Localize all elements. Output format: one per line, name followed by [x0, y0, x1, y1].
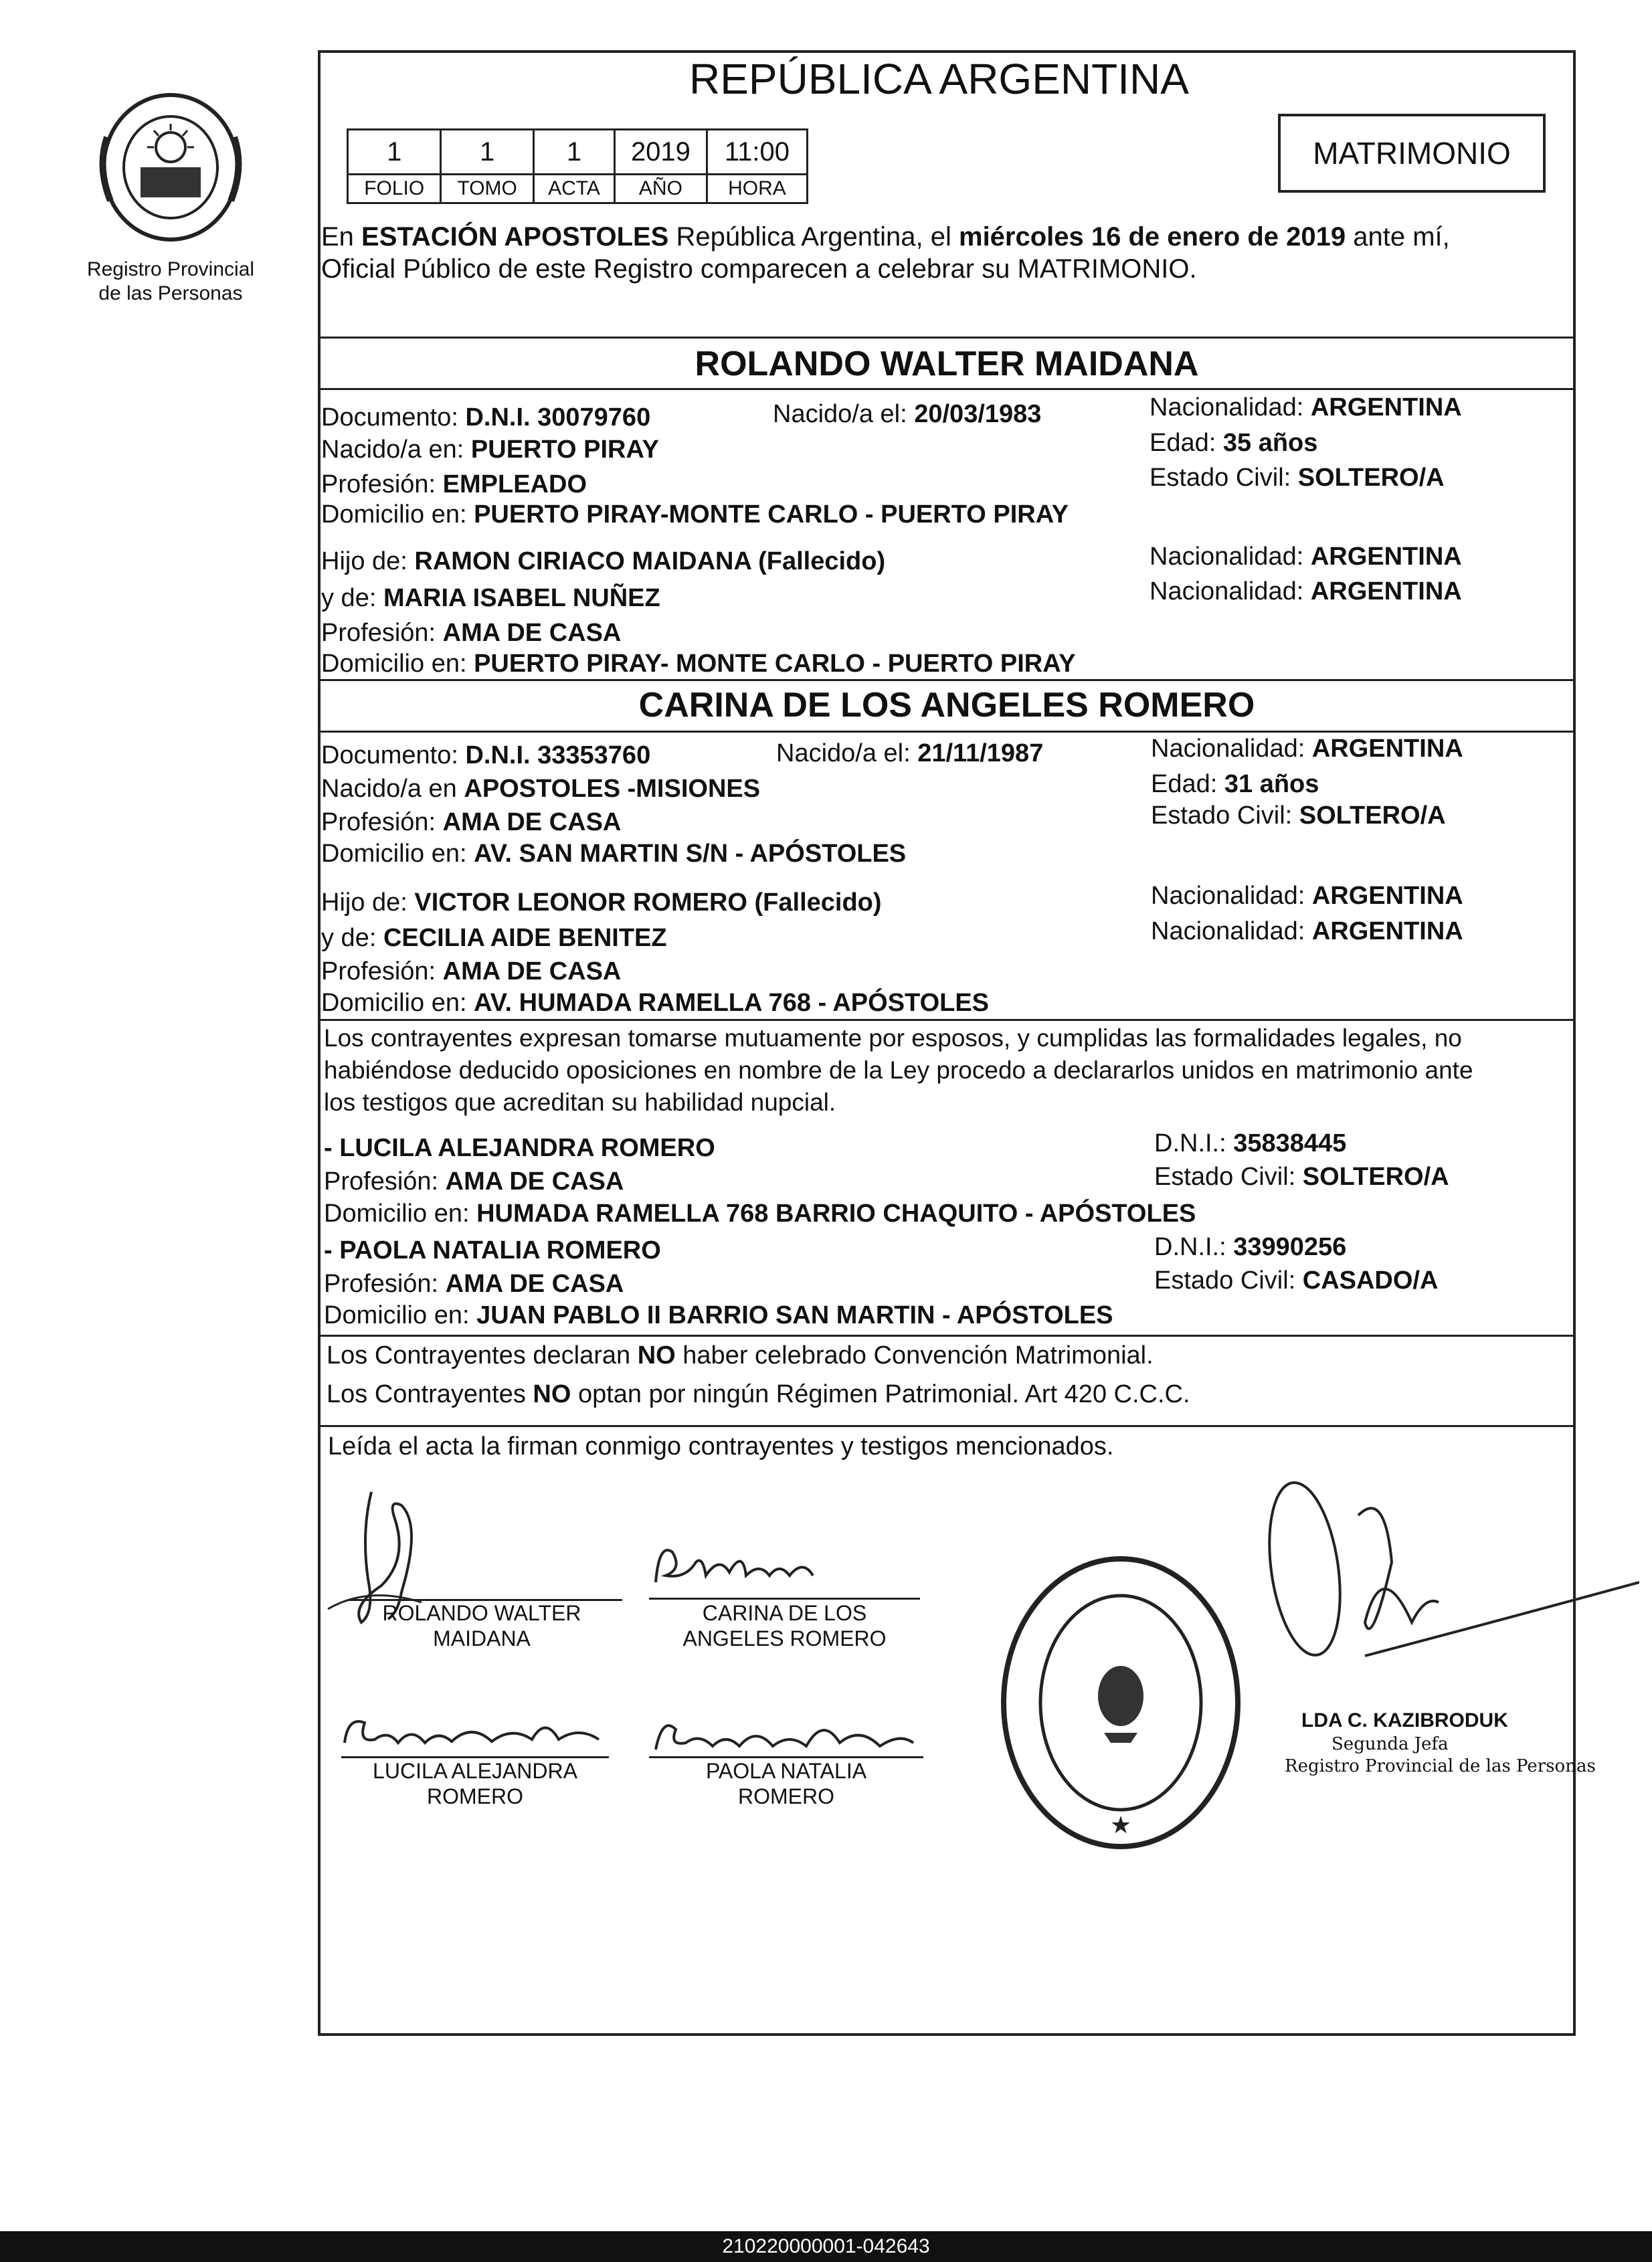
label: Nacido/a el: [776, 739, 918, 767]
spouse1-prof [321, 468, 587, 500]
closing-text: Leída el acta la firman conmigo contrayentes y testigos mencionados. [328, 1432, 1114, 1460]
witness1-name: - LUCILA ALEJANDRA ROMERO [324, 1134, 715, 1162]
registry-table [347, 128, 808, 204]
label: Profesión: [324, 1270, 446, 1298]
value: SOLTERO/A [1297, 464, 1445, 492]
spouse2-prof [321, 806, 621, 838]
witness2-civil [1154, 1264, 1438, 1297]
label-line-1: CARINA DE LOS [702, 1601, 867, 1625]
spouse2-parent-prof [321, 955, 621, 987]
official-org: Registro Provincial de las Personas [1285, 1756, 1596, 1776]
divider [318, 388, 1576, 390]
value: AMA DE CASA [445, 1167, 624, 1196]
intro-date: miércoles 16 de enero de 2019 [959, 222, 1346, 252]
spouse2-birthplace [321, 773, 760, 805]
signature-carina-text: RoCarina [744, 1599, 748, 1600]
value: JUAN PABLO II BARRIO SAN MARTIN - APÓSTOLES [476, 1301, 1113, 1329]
value: ARGENTINA [1311, 917, 1463, 945]
province-seal [94, 84, 248, 251]
value: SOLTERO/A [1299, 802, 1446, 830]
official-signature [1238, 1475, 1639, 1676]
value: 21/11/1987 [917, 739, 1044, 767]
spouse1-civil [1150, 462, 1445, 494]
spouse2-dom [321, 838, 906, 870]
value: PUERTO PIRAY-MONTE CARLO - PUERTO PIRAY [474, 500, 1069, 529]
intro-station: ESTACIÓN APOSTOLES [361, 222, 669, 252]
hora-label: HORA [707, 175, 807, 203]
signature-label-lucila [321, 1758, 629, 1809]
value: SOLTERO/A [1302, 1163, 1449, 1191]
value: AMA DE CASA [442, 619, 622, 647]
value: HUMADA RAMELLA 768 BARRIO CHAQUITO - APÓSTOLES [476, 1200, 1196, 1228]
label: Nacido/a el: [773, 400, 915, 428]
emphasis: NO [637, 1341, 676, 1370]
acta-value: 1 [533, 130, 614, 175]
witness2-prof [324, 1268, 624, 1300]
intro-line-2: Oficial Público de este Registro comparecen a celebrar su MATRIMONIO. [321, 254, 1197, 284]
signature-label-carina [629, 1600, 940, 1651]
text: haber celebrado Convención Matrimonial. [675, 1341, 1154, 1370]
value: AV. HUMADA RAMELLA 768 - APÓSTOLES [474, 989, 990, 1017]
spouse1-dom [321, 498, 1069, 531]
spouse2-name: CARINA DE LOS ANGELES ROMERO [638, 686, 1255, 725]
value: D.N.I. 33353760 [465, 741, 651, 769]
spouse2-mother-nat [1151, 915, 1463, 947]
value: 33990256 [1233, 1233, 1347, 1261]
signature-lucila [338, 1703, 619, 1756]
spouse1-nat [1150, 391, 1462, 423]
convention-line-2 [327, 1378, 1190, 1410]
label: Hijo de: [321, 888, 415, 917]
label: Domicilio en: [321, 840, 474, 868]
value: AMA DE CASA [442, 957, 622, 985]
value: PUERTO PIRAY- MONTE CARLO - PUERTO PIRAY [474, 650, 1076, 678]
witness1-civil [1154, 1161, 1449, 1193]
value: EMPLEADO [442, 470, 587, 498]
text: optan por ningún Régimen Patrimonial. Art 420 C.C.C. [571, 1380, 1190, 1408]
label: Domicilio en: [321, 650, 474, 678]
value: AMA DE CASA [445, 1270, 624, 1298]
divider [318, 1425, 1576, 1427]
spouse2-age [1151, 768, 1319, 800]
label: Nacionalidad: [1150, 393, 1311, 421]
label: Estado Civil: [1150, 464, 1298, 492]
spouse2-nat [1151, 733, 1463, 765]
label-line-1: PAOLA NATALIA [705, 1759, 867, 1783]
value: CASADO/A [1302, 1266, 1439, 1295]
spouse2-civil [1151, 799, 1446, 832]
spouse1-age [1150, 427, 1317, 459]
logo-caption-1: Registro Provincial [86, 258, 255, 280]
divider [318, 337, 1576, 339]
intro-line-1 [321, 221, 1450, 253]
signature-paola [646, 1706, 927, 1760]
doc-type-box [1278, 114, 1546, 193]
witness2-dni [1154, 1231, 1346, 1263]
label-line-2: ROMERO [427, 1784, 523, 1808]
spouse2-born [776, 737, 1043, 769]
hora-value: 11:00 [707, 130, 807, 175]
convention-line-1 [327, 1339, 1154, 1372]
value: ARGENTINA [1310, 543, 1462, 571]
spouse1-mother-nat [1150, 575, 1462, 607]
spouse2-father [321, 886, 882, 919]
signature-label-paola [629, 1758, 943, 1809]
label: Domicilio en: [321, 500, 474, 529]
label: Profesión: [324, 1167, 446, 1196]
label: Documento: [321, 741, 466, 769]
anio-label: AÑO [615, 175, 707, 203]
doc-type: MATRIMONIO [1313, 136, 1511, 171]
value: AMA DE CASA [442, 808, 622, 836]
label: Nacionalidad: [1151, 882, 1312, 910]
witness1-dom [324, 1198, 1196, 1230]
label: Estado Civil: [1154, 1266, 1303, 1295]
logo-caption-2: de las Personas [98, 282, 243, 304]
divider [318, 1335, 1576, 1337]
label-line-1: ROLANDO WALTER [382, 1601, 581, 1625]
label: Nacionalidad: [1151, 735, 1312, 763]
value: AV. SAN MARTIN S/N - APÓSTOLES [474, 840, 907, 868]
label: Documento: [321, 403, 466, 432]
value: 20/03/1983 [914, 400, 1042, 428]
witness2-name: - PAOLA NATALIA ROMERO [324, 1236, 661, 1264]
label: Nacionalidad: [1151, 917, 1312, 945]
value: ARGENTINA [1310, 577, 1462, 605]
declaration-line-2: habiéndose deducido oposiciones en nombre de la Ley procedo a declararlos unidos en matrimonio ante [324, 1056, 1473, 1084]
signature-line [649, 1598, 920, 1600]
tomo-label: TOMO [441, 175, 534, 203]
label: Profesión: [321, 808, 443, 836]
official-name: LDA C. KAZIBRODUK [1301, 1709, 1508, 1731]
declaration-line-3: los testigos que acreditan su habilidad nupcial. [324, 1089, 836, 1116]
spouse1-name: ROLANDO WALTER MAIDANA [695, 345, 1199, 383]
seal-emblem-icon [94, 84, 248, 251]
intro-p5: ante mí, [1346, 222, 1450, 252]
spouse1-parent-prof [321, 617, 621, 649]
label-line-2: ANGELES ROMERO [682, 1626, 887, 1651]
label: D.N.I.: [1154, 1233, 1234, 1261]
signature-carina [646, 1529, 846, 1602]
label: Profesión: [321, 470, 443, 498]
label: Nacido/a en: [321, 436, 471, 464]
document-code: 210220000001-042643 [0, 2231, 1652, 2262]
witness2-dom [324, 1299, 1113, 1331]
label: D.N.I.: [1154, 1129, 1234, 1157]
spouse2-father-nat [1151, 880, 1463, 912]
text: Los Contrayentes [327, 1380, 533, 1408]
label: Domicilio en: [321, 989, 474, 1017]
svg-text:★: ★ [1109, 1812, 1132, 1839]
value: 31 años [1224, 770, 1319, 798]
folio-label: FOLIO [348, 175, 441, 203]
label: Nacido/a en [321, 775, 464, 803]
witness1-dni [1154, 1127, 1346, 1159]
text: Los Contrayentes declaran [327, 1341, 638, 1370]
official-stamp [997, 1552, 1245, 1853]
label: Nacionalidad: [1150, 577, 1311, 605]
value: CECILIA AIDE BENITEZ [383, 924, 667, 952]
label-line-1: LUCILA ALEJANDRA [373, 1759, 577, 1783]
label: Estado Civil: [1151, 802, 1299, 830]
value: ARGENTINA [1311, 735, 1463, 763]
label: Profesión: [321, 957, 443, 985]
acta-label: ACTA [533, 175, 614, 203]
label: Domicilio en: [324, 1200, 477, 1228]
divider [318, 679, 1576, 681]
declaration-line-1: Los contrayentes expresan tomarse mutuamente por esposos, y cumplidas las formalidades legales, no [324, 1024, 1462, 1052]
value: APOSTOLES -MISIONES [464, 775, 761, 803]
label: y de: [321, 584, 383, 612]
spouse1-parent-dom [321, 648, 1076, 680]
folio-value: 1 [348, 130, 441, 175]
signature-label-rolando [328, 1600, 636, 1651]
label: y de: [321, 924, 383, 952]
spouse1-father-nat [1150, 541, 1462, 573]
witness1-prof [324, 1165, 624, 1198]
official-role: Segunda Jefa [1332, 1734, 1449, 1754]
tomo-value: 1 [441, 130, 534, 175]
label: Estado Civil: [1154, 1163, 1303, 1191]
label: Hijo de: [321, 547, 415, 575]
value: VICTOR LEONOR ROMERO (Fallecido) [414, 888, 882, 917]
label-line-2: MAIDANA [433, 1626, 531, 1651]
value: D.N.I. 30079760 [465, 403, 651, 432]
spouse1-doc [321, 401, 650, 434]
spouse1-birthplace [321, 434, 659, 466]
spouse1-mother [321, 582, 660, 614]
intro-p1: En [321, 222, 362, 252]
label: Edad: [1150, 429, 1223, 457]
value: ARGENTINA [1310, 393, 1462, 421]
spouse1-father [321, 545, 885, 577]
label: Edad: [1151, 770, 1224, 798]
spouse2-parent-dom [321, 987, 989, 1019]
spouse1-born [773, 398, 1041, 430]
spouse2-mother [321, 922, 667, 954]
spouse2-doc [321, 739, 650, 771]
value: RAMON CIRIACO MAIDANA (Fallecido) [414, 547, 886, 575]
label: Domicilio en: [324, 1301, 477, 1329]
label: Nacionalidad: [1150, 543, 1311, 571]
emphasis: NO [533, 1380, 571, 1408]
value: MARIA ISABEL NUÑEZ [383, 584, 660, 612]
value: PUERTO PIRAY [470, 436, 659, 464]
divider [318, 1019, 1576, 1021]
intro-p3: República Argentina, el [668, 222, 959, 252]
value: ARGENTINA [1311, 882, 1463, 910]
value: 35838445 [1233, 1129, 1347, 1157]
label: Profesión: [321, 619, 443, 647]
label-line-2: ROMERO [738, 1784, 834, 1808]
anio-value: 2019 [615, 130, 707, 175]
value: 35 años [1222, 429, 1318, 457]
page-title: REPÚBLICA ARGENTINA [689, 55, 1189, 103]
